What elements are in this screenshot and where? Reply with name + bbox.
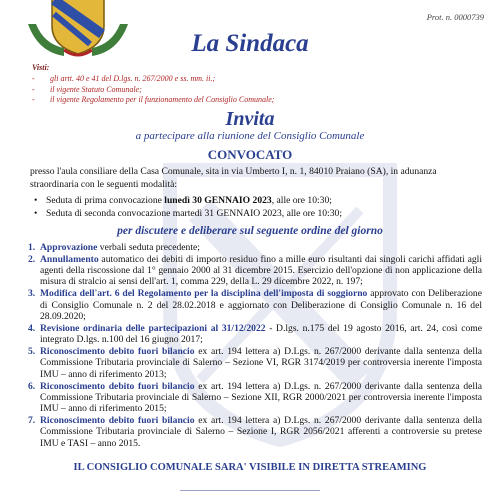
session-date: lunedì 30 GENNAIO 2023 <box>164 195 272 206</box>
session-item <box>34 194 342 207</box>
visti-item: - gli artt. 40 e 41 del D.lgs. n. 267/2000 e ss. mm. ii.; <box>32 74 274 85</box>
sessions-list <box>34 194 342 220</box>
session-time: , alle ore 10:30; <box>271 195 332 206</box>
agenda-item-text: automatico dei debiti di importo residuo fino a mille euro risultanti dai singoli carichi affidati agli agenti della riscossione dal 1° gennaio 2000 al 31 dicembre 2015. Esercizio dell'opzione di non applicazione della misura di stralcio ai sensi dell'art. 1, comma 229, della L. 29 dicembre 2022, n. 197; <box>40 253 482 288</box>
agenda-item <box>28 323 482 346</box>
agenda-item-subject: Riconoscimento debito fuori bilancio <box>40 415 195 427</box>
visti-heading: Visti: <box>32 63 50 72</box>
visti-item: - il vigente Statuto Comunale; <box>32 85 274 96</box>
agenda-item <box>28 288 482 322</box>
invita-heading: Invita <box>225 108 275 130</box>
visti-section <box>32 63 274 106</box>
agenda-item <box>28 254 482 288</box>
session-text: Seduta di prima convocazione <box>46 195 165 206</box>
visti-list <box>32 74 274 106</box>
agenda-item-text: verbali seduta precedente; <box>97 242 200 253</box>
convocato-heading: CONVOCATO <box>207 147 293 162</box>
session-text: Seduta di seconda convocazione martedì 31 GENNAIO 2023, alle ore 10:30; <box>46 208 342 219</box>
agenda-item-text: approvato con Deliberazione di Consiglio Comunale n. 2 del 28.02.2018 e aggiornato con Deliberazione di Consiglio Comunale n. 16 del 28.09.2020; <box>40 288 482 322</box>
protocol-number: Prot. n. 0000739 <box>426 12 484 22</box>
agenda-item-subject: Riconoscimento debito fuori bilancio <box>40 346 195 358</box>
agenda-item-number: 6. <box>28 380 36 392</box>
agenda-item-text: - D.lgs. n.175 del 19 agosto 2016, art. 24, così come integrato D.lgs. n.100 del 16 giugno 2017; <box>40 322 483 346</box>
page-title: La Sindaca <box>191 30 309 57</box>
agenda-item-text: ex art. 194 lettera a) D.Lgs. n. 267/2000 derivante dalla sentenza della Commissione Tributaria provinciale di Salerno – Sezione XII, RGR 2000/2021 per controversia inerente l'imposta IMU – anno di riferimento 2015; <box>40 380 482 415</box>
agenda-item <box>28 415 482 449</box>
agenda-item <box>28 381 482 415</box>
invita-subtitle: a partecipare alla riunione del Consiglio Comunale <box>135 130 365 142</box>
agenda-item-number: 3. <box>28 288 36 300</box>
agenda-item-subject: Approvazione <box>40 242 98 253</box>
agenda-item <box>28 242 482 253</box>
footer-divider <box>180 490 320 491</box>
agenda-item <box>28 346 482 380</box>
agenda-item-number: 4. <box>28 322 36 334</box>
agenda-item-text: ex art. 194 lettera a) D.Lgs. n. 267/2000 derivante dalla sentenza della Commissione Tributaria provinciale di Salerno – Sezione I, RGR 2056/2021 afferenti a controversie su pretese IMU e TASI – anno 2015. <box>40 415 482 449</box>
agenda-item-number: 2. <box>28 253 36 265</box>
agenda-item-subject: Annullamento <box>40 253 99 265</box>
visti-item: - il vigente Regolamento per il funzionamento del Consiglio Comunale; <box>32 95 274 106</box>
session-item <box>34 207 342 220</box>
agenda-item-subject: Riconoscimento debito fuori bilancio <box>40 380 195 392</box>
agenda-item-subject: Revisione ordinaria delle partecipazioni al 31/12/2022 <box>40 322 266 334</box>
agenda-item-number: 7. <box>28 415 36 427</box>
streaming-notice: IL CONSIGLIO COMUNALE SARA' VISIBILE IN DIRETTA STREAMING <box>73 462 427 473</box>
agenda-item-number: 5. <box>28 346 36 358</box>
meeting-location-text: presso l'aula consiliare della Casa Comunale, sita in via Umberto I, n. 1, 84010 Praiano (SA), in adunanza straordinaria con le seguenti modalità: <box>30 166 437 190</box>
agenda-heading: per discutere e deliberare sul seguente ordine del giorno <box>117 225 383 237</box>
agenda-item-subject: Modifica dell'art. 6 del Regolamento per la disciplina dell'imposta di soggiorno <box>40 288 368 300</box>
agenda-item-text: ex art. 194 lettera a) D.Lgs. n. 267/2000 derivante dalla sentenza della Commissione Tributaria provinciale di Salerno – Sezione VI, RGR 3174/2019 per controversia inerente l'imposta IMU – anno di riferimento 2013; <box>40 346 482 380</box>
agenda-list <box>28 242 482 450</box>
agenda-item-number: 1. <box>28 242 36 253</box>
